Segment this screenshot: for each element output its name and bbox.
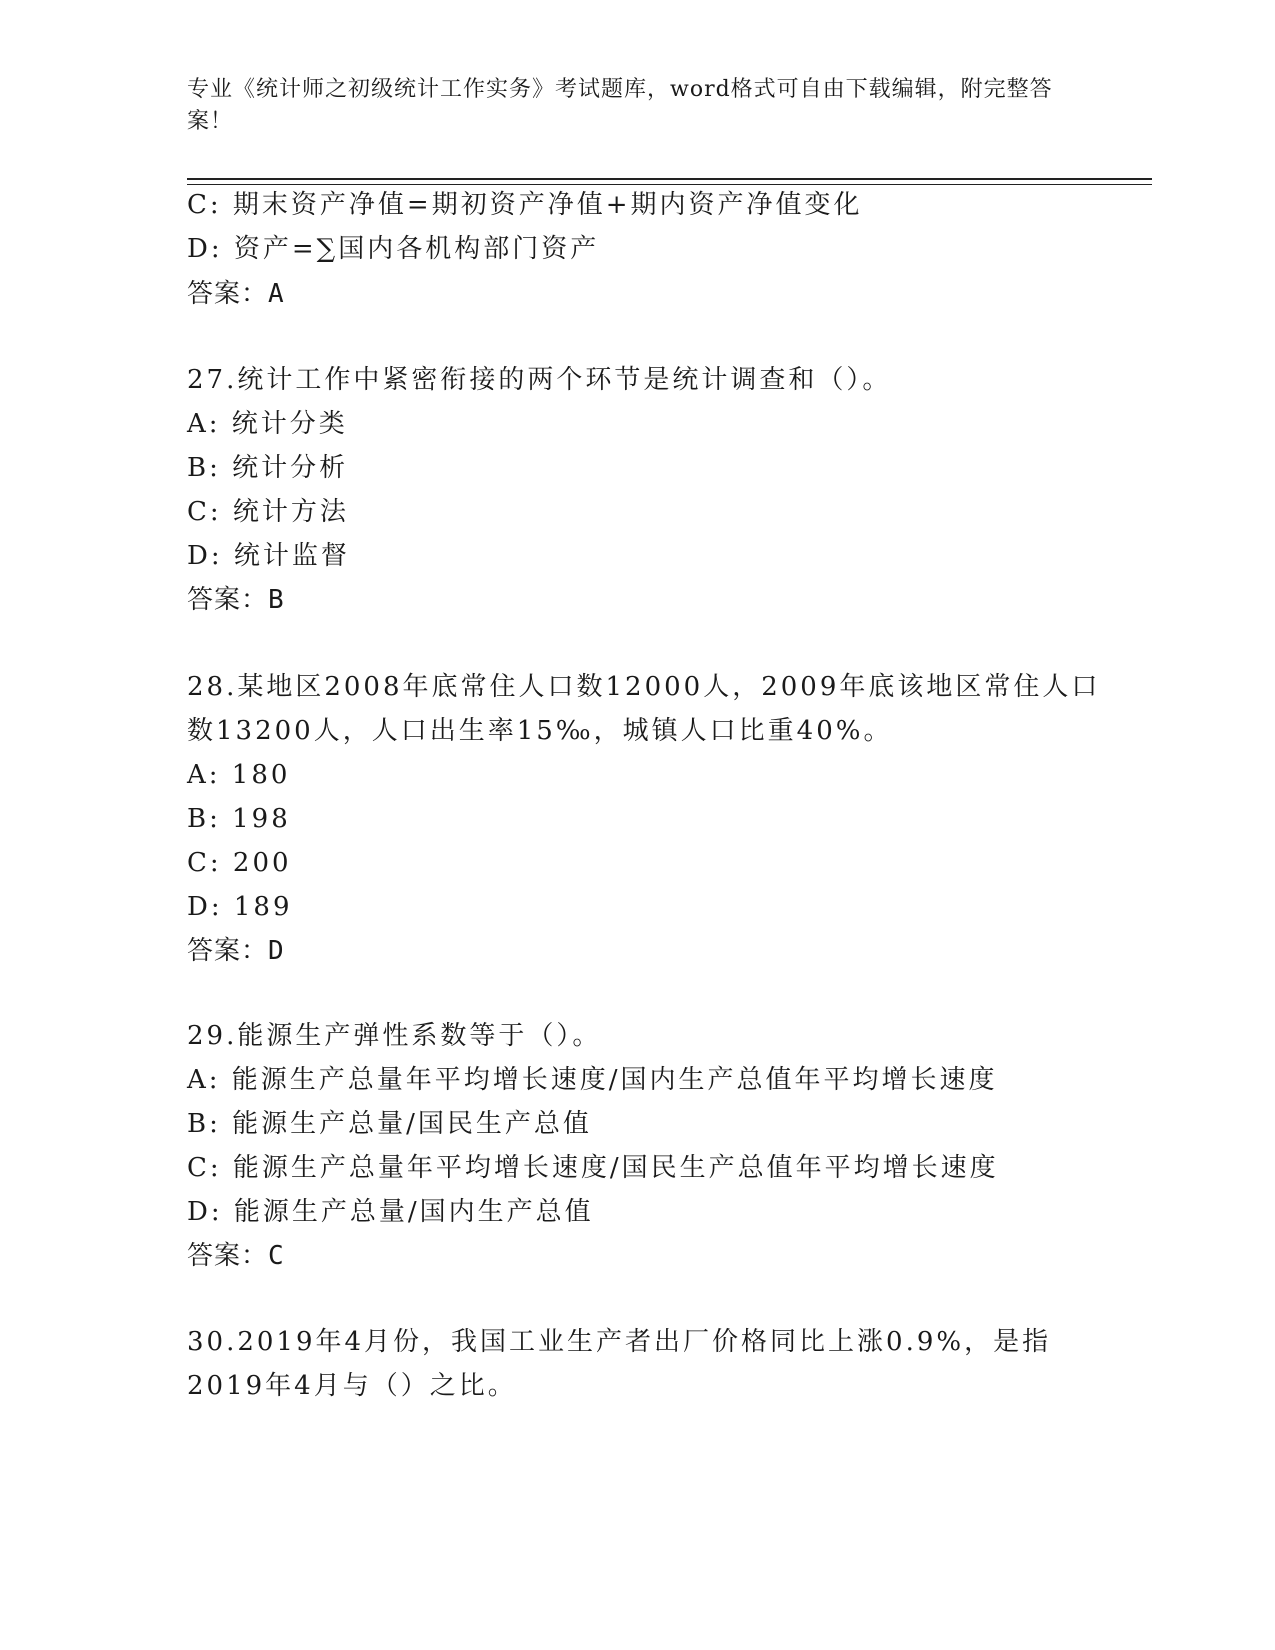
- q26-option-d: D: 资产=∑国内各机构部门资产: [187, 234, 600, 264]
- q28-stem-line2: 数13200人，人口出生率15‰，城镇人口比重40%。: [187, 716, 893, 746]
- q26-option-c: C: 期末资产净值=期初资产净值+期内资产净值变化: [187, 190, 863, 220]
- answer-label: 答案：: [187, 585, 269, 615]
- q30-stem-line2: 2019年4月与（）之比。: [187, 1371, 517, 1401]
- q29-option-c: C: 能源生产总量年平均增长速度/国民生产总值年平均增长速度: [187, 1153, 999, 1183]
- q29-option-a: A: 能源生产总量年平均增长速度/国内生产总值年平均增长速度: [187, 1065, 998, 1095]
- q28-answer: [187, 934, 285, 968]
- q27-option-d: D: 统计监督: [187, 541, 350, 571]
- q28-option-a: A: 180: [187, 760, 291, 790]
- answer-label: 答案：: [187, 936, 269, 966]
- q27-answer: [187, 583, 285, 617]
- answer-label: 答案：: [187, 279, 269, 309]
- q28-option-d: D: 189: [187, 892, 293, 922]
- answer-value: B: [268, 585, 285, 615]
- q27-option-b: B: 统计分析: [187, 453, 349, 483]
- q27-option-a: A: 统计分类: [187, 409, 348, 439]
- q30-stem-line1: 30.2019年4月份，我国工业生产者出厂价格同比上涨0.9%，是指: [187, 1327, 1052, 1357]
- q26-answer: [187, 277, 285, 311]
- q28-option-c: C: 200: [187, 848, 292, 878]
- q29-option-b: B: 能源生产总量/国民生产总值: [187, 1109, 592, 1139]
- q29-option-d: D: 能源生产总量/国内生产总值: [187, 1197, 594, 1227]
- q29-stem: 29.能源生产弹性系数等于（）。: [187, 1021, 602, 1051]
- q27-option-c: C: 统计方法: [187, 497, 349, 527]
- q28-stem-line1: 28.某地区2008年底常住人口数12000人，2009年底该地区常住人口: [187, 672, 1101, 702]
- header-rule-thin: [187, 184, 1152, 185]
- answer-label: 答案：: [187, 1241, 269, 1271]
- answer-value: C: [268, 1241, 285, 1271]
- header-rule-thick: [187, 178, 1152, 180]
- answer-value: A: [268, 279, 285, 309]
- document-header: 专业《统计师之初级统计工作实务》考试题库，word格式可自由下载编辑，附完整答案！: [187, 77, 1053, 134]
- q27-stem: 27.统计工作中紧密衔接的两个环节是统计调查和（）。: [187, 365, 892, 395]
- q28-option-b: B: 198: [187, 804, 291, 834]
- q29-answer: [187, 1239, 285, 1273]
- answer-value: D: [268, 936, 285, 966]
